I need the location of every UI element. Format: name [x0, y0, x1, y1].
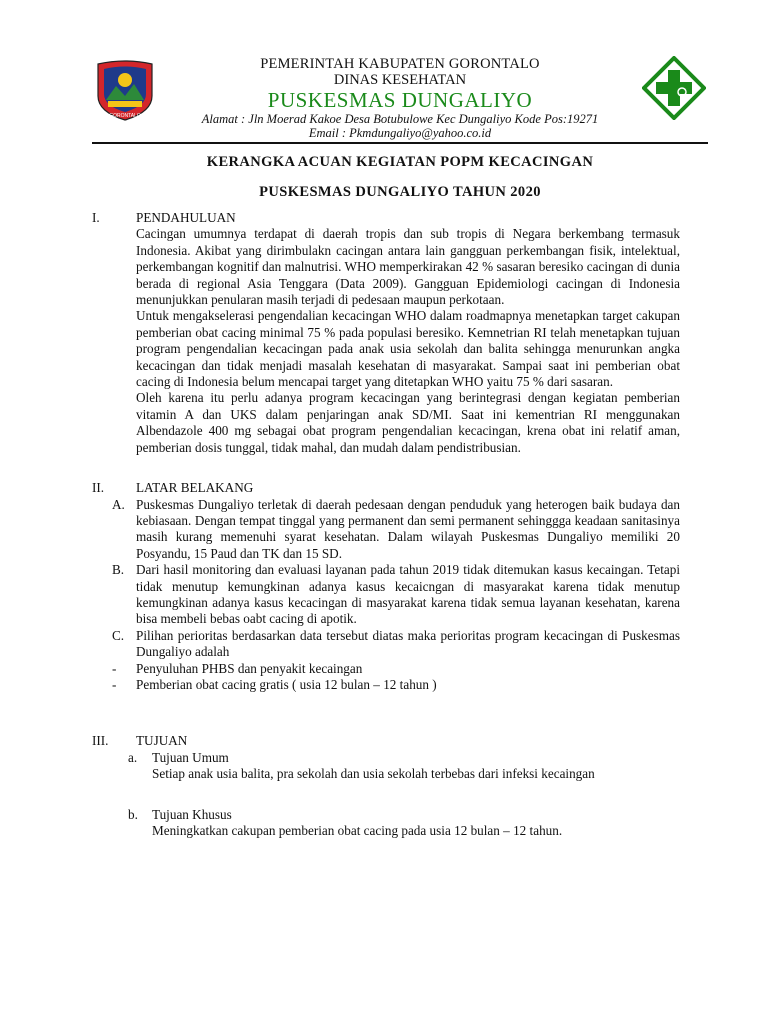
paragraph: Meningkatkan cakupan pemberian obat cacing pada usia 12 bulan – 12 tahun. [152, 823, 563, 838]
list-item [112, 562, 680, 628]
list-marker: a. [128, 749, 138, 765]
list-item [112, 628, 680, 661]
document-subtitle: PUSKESMAS DUNGALIYO TAHUN 2020 [259, 184, 541, 200]
letterhead-government: PEMERINTAH KABUPATEN GORONTALO [260, 56, 540, 72]
list-marker: - [112, 676, 117, 692]
document-body [92, 210, 680, 839]
list-marker: B. [112, 562, 125, 578]
letterhead-address: Alamat : Jln Moerad Kakoe Desa Botubulowe Kec Dungaliyo Kode Pos:19271 [201, 112, 599, 126]
subsection-tujuan-khusus [128, 807, 680, 823]
list-marker: - [112, 660, 117, 676]
list-marker: C. [112, 627, 125, 643]
list-item [112, 497, 680, 563]
letterhead-puskesmas: PUSKESMAS DUNGALIYO [267, 88, 533, 112]
section-number: II. [92, 480, 105, 496]
list-marker: A. [112, 496, 125, 512]
section-latar-belakang [92, 480, 680, 693]
section-heading: LATAR BELAKANG [136, 480, 254, 496]
list-item-text: Dari hasil monitoring dan evaluasi layanan pada tahun 2019 tidak ditemukan kasus kecaingan. Tetapi tidak menutup kemungkinan adanya kasus kecaicngan di masyarakat karena tidak menutup kemungkinan adanya kasus kecacingan di masyarakat karena tidak semua layanan kesehatan, karena bisa membeli bebas oabt cacing di apotik. [136, 562, 680, 627]
list-item-text: Puskesmas Dungaliyo terletak di daerah pedesaan dengan penduduk yang heterogen baik budaya dan kebiasaan. Dengan tempat tinggal yang permanent dan semi permanent sehinggga keadaan sanitasinya masih kurang memenuhi syarat kesehatan. Dalam wilayah Puskesmas Dungaliyo memiliki 20 Posyandu, 15 Paud dan TK dan 15 SD. [136, 496, 680, 561]
paragraph: Oleh karena itu perlu adanya program kecacingan yang berintegrasi dengan kegiatan pemberian vitamin A dan UKS dalam penjaringan anak SD/MI. Saat ini kementrian RI menggunakan Albendazole 400 mg sebagai obat program pengendalian kecacingan, krena obat ini relatif aman, pemberian dosis tunggal, tidak mahal, dan mudah dalam pendistribusian. [136, 390, 680, 455]
paragraph: Setiap anak usia balita, pra sekolah dan usia sekolah terbebas dari infeksi kecaingan [152, 766, 595, 782]
subsection-heading: Tujuan Umum [152, 749, 229, 765]
subsection-tujuan-umum [128, 750, 680, 766]
list-item-text: Pemberian obat cacing gratis ( usia 12 bulan – 12 tahun ) [136, 676, 437, 692]
section-number: III. [92, 733, 109, 749]
crest-ribbon-text: GORONTALO [109, 113, 141, 119]
subsection-heading: Tujuan Khusus [152, 806, 232, 822]
document-title: KERANGKA ACUAN KEGIATAN POPM KECACINGAN [206, 154, 594, 170]
gorontalo-crest-logo [92, 56, 158, 122]
section-pendahuluan [92, 210, 680, 456]
section-number: I. [92, 210, 100, 225]
section-heading: PENDAHULUAN [136, 210, 236, 225]
list-item [112, 661, 680, 677]
list-item-text: Penyuluhan PHBS dan penyakit kecaingan [136, 660, 363, 676]
letterhead [160, 56, 640, 140]
section-tujuan [92, 733, 680, 839]
list-item [112, 677, 680, 693]
list-marker: b. [128, 806, 138, 822]
section-heading: TUJUAN [136, 733, 188, 749]
list-item-text: Pilihan perioritas berdasarkan data tersebut diatas maka perioritas program kecacingan di Puskesmas Dungaliyo adalah [136, 627, 680, 660]
puskesmas-cross-logo [642, 56, 706, 120]
letterhead-divider [92, 142, 708, 144]
paragraph: Cacingan umumnya terdapat di daerah tropis dan sub tropis di Negara berkembang termasuk Indonesia. Akibat yang dirimbulakn cacingan antara lain gangguan perkembangan fisik, intelektual, perkembangan kognitif dan malnutrisi. WHO memperkirakan 42 % sasaran beresiko cacingan di dunia berada di regional Asia Tenggara (Data 2009). Gangguan Epidemiologi cacingan di Indonesia menunjukkan penularan masih terjadi di pedesaan maupun perkotaan. [136, 226, 680, 308]
letterhead-department: DINAS KESEHATAN [333, 72, 467, 88]
paragraph: Untuk mengakselerasi pengendalian kecacingan WHO dalam roadmapnya menetapkan target cakupan pemberian obat cacing minimal 75 % pada populasi beresiko. Kemnetrian RI telah menetapkan tujuan program pengendalian kecacingan pada anak usia sekolah dan balita sehingga menurunkan angka kecacingan dan tidak menjadi masalah kesehatan di masyarakat. Sampai saat ini pemberian obat cacing di Indonesia belum mencapai target yang ditetapkan WHO yaitu 75 % dari sasaran. [136, 308, 680, 390]
letterhead-email: Email : Pkmdungaliyo@yahoo.co.id [308, 126, 492, 140]
